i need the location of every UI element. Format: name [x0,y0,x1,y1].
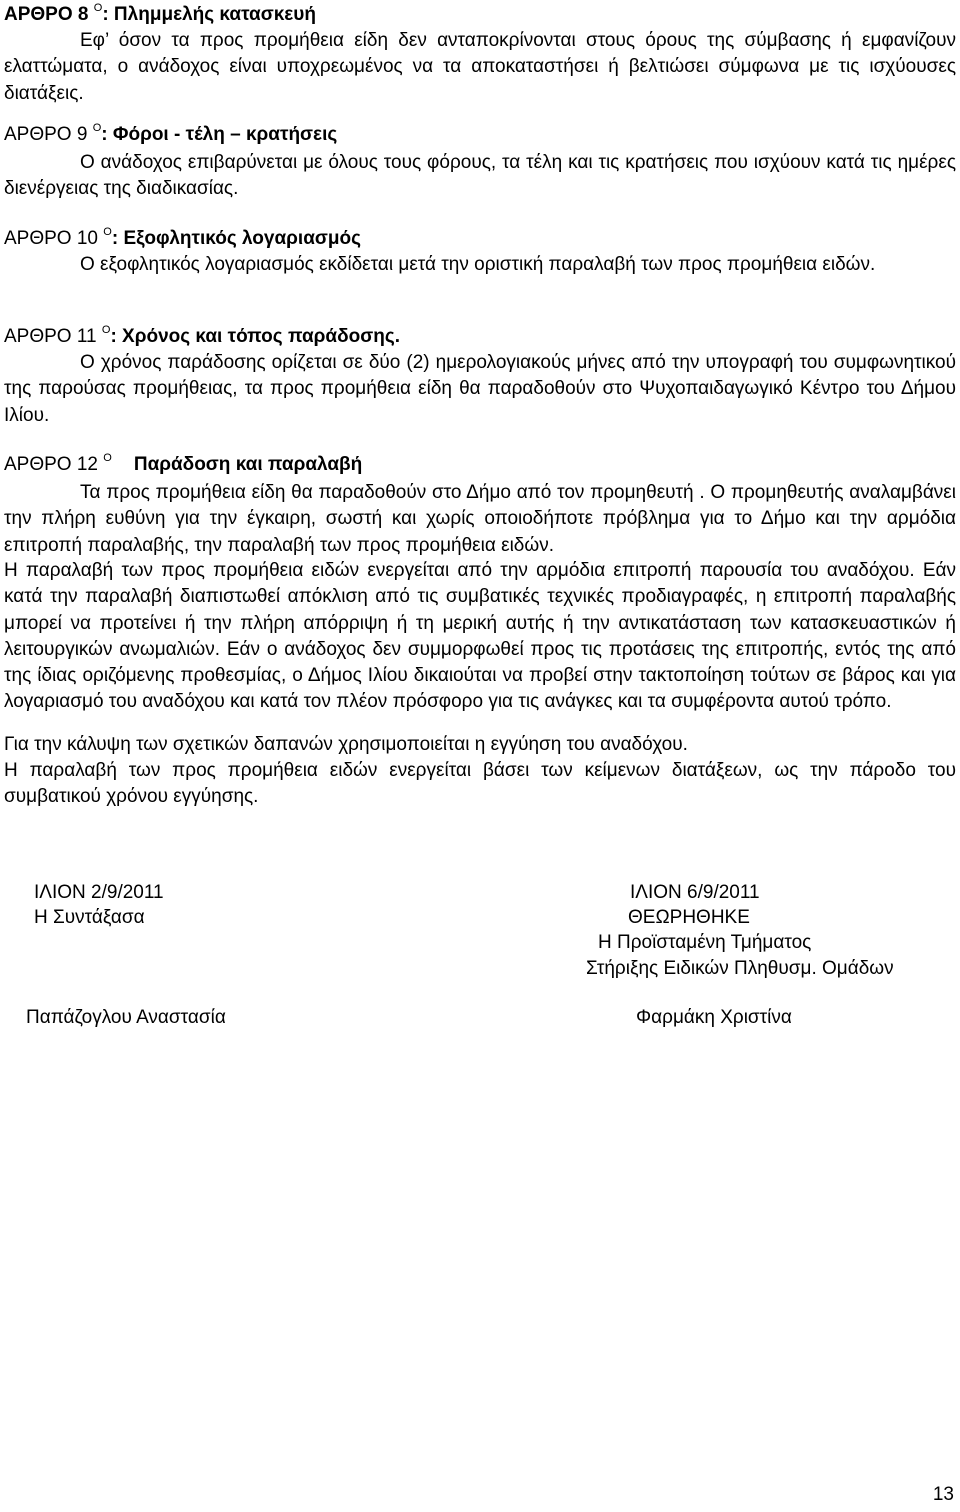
article-9-ordinal: Ο [92,122,102,134]
article-10-ordinal: Ο [103,226,112,238]
article-12-text-2: Η παραλαβή των προς προμήθεια ειδών ενεργείται από την αρμόδια επιτροπή παρουσία του αναδόχου. Εάν κατά την παραλαβή διαπιστωθεί απόκλιση από τις συμβατικές τεχνικές προδιαγραφές, η επιτροπή παραλαβής μπορεί να προτείνει ή την πλήρη απόρριψη ή τη μερική αυτής ή την αντικατάσταση των κατασκευαστικών ή λειτουργικών ανωμαλιών. Εάν ο ανάδοχος δεν συμμορφωθεί προς τις προτάσεις της επιτροπής, εντός της από της ίδιας οριζόμενης προθεσμίας, ο Δήμος Ιλίου δικαιούται να προβεί στην τακτοποίηση τούτων σε βάρος και για λογαριασμό του αναδόχου και κατά τον πλέον πρόσφορο για τις ανάγκες και τα συμφέροντα αυτού τρόπο. [4,560,956,713]
article-12-text-4: Η παραλαβή των προς προμήθεια ειδών ενεργείται βάσει των κείμενων διατάξεων, ως την πάροδο του συμβατικού χρόνου εγγύησης. [4,760,956,808]
article-9-text: Ο ανάδοχος επιβαρύνεται με όλους τους φόρους, τα τέλη και τις κρατήσεις που ισχύουν κατά τις ημέρες διενέργειας της διαδικασίας. [4,152,956,200]
article-8-heading [4,2,316,28]
article-12-ordinal: Ο [103,452,112,464]
article-9-title: : Φόροι - τέλη – κρατήσεις [101,124,338,145]
article-10-heading [4,226,361,252]
article-12-heading [4,452,362,478]
page-number: 13 [932,1484,954,1505]
article-9-prefix: ΑΡΘΡΟ 9 [4,124,88,145]
article-10-prefix: ΑΡΘΡΟ 10 [4,228,98,249]
article-12-prefix: ΑΡΘΡΟ 12 [4,454,98,475]
left-signature-name: Παπάζογλου Αναστασία [26,1007,226,1028]
article-10-title: : Εξοφλητικός λογαριασμός [111,228,361,249]
article-11-text: Ο χρόνος παράδοσης ορίζεται σε δύο (2) ημερολογιακούς μήνες από την υπογραφή του συμφωνητικού της παρούσας προμήθειας, τα προς προμήθεια είδη θα παραδοθούν στο Ψυχοπαιδαγωγικό Κέντρο του Δήμου Ιλίου. [4,352,956,426]
article-9-heading [4,122,337,148]
article-8-ordinal: Ο [93,2,103,14]
article-11-ordinal: Ο [101,324,111,336]
article-11-prefix: ΑΡΘΡΟ 11 [4,326,97,347]
article-8-title: : Πλημμελής κατασκευή [102,4,316,25]
article-8-text: Εφ’ όσον τα προς προμήθεια είδη δεν ανταποκρίνονται στους όρους της σύμβασης ή εμφανίζουν ελαττώματα, ο ανάδοχος είναι υποχρεωμένος να τα αποκαταστήσει ή βελτιώσει σύμφωνα με τις ισχύουσες διατάξεις. [4,30,956,104]
article-11-heading [4,324,400,350]
article-11-title: : Χρόνος και τόπος παράδοσης. [110,326,400,347]
right-signature-role: Η Προϊσταμένη Τμήματος [598,932,812,953]
article-8-prefix: ΑΡΘΡΟ 8 [4,4,89,25]
article-12-text-1: Τα προς προμήθεια είδη θα παραδοθούν στο Δήμο από τον προμηθευτή . Ο προμηθευτής αναλαμβάνει την πλήρη ευθύνη για την έγκαιρη, σωστή και χωρίς οποιοδήποτε πρόβλημα για το Δήμο και την αρμόδια επιτροπή παραλαβής, την παραλαβή των προς προμήθεια ειδών. [4,482,956,556]
right-signature-department: Στήριξης Ειδικών Πληθυσμ. Ομάδων [586,958,894,979]
left-signature-date: ΙΛΙΟΝ 2/9/2011 [34,882,164,903]
article-12-title: Παράδοση και παραλαβή [133,454,363,475]
article-12-text-3: Για την κάλυψη των σχετικών δαπανών χρησιμοποιείται η εγγύηση του αναδόχου. [4,734,688,755]
right-signature-status: ΘΕΩΡΗΘΗΚΕ [628,907,750,928]
article-10-text: Ο εξοφλητικός λογαριασμός εκδίδεται μετά την οριστική παραλαβή των προς προμήθεια ειδών. [80,254,876,275]
right-signature-name: Φαρμάκη Χριστίνα [636,1007,792,1028]
left-signature-role: Η Συντάξασα [34,907,145,928]
right-signature-date: ΙΛΙΟΝ 6/9/2011 [630,882,760,903]
